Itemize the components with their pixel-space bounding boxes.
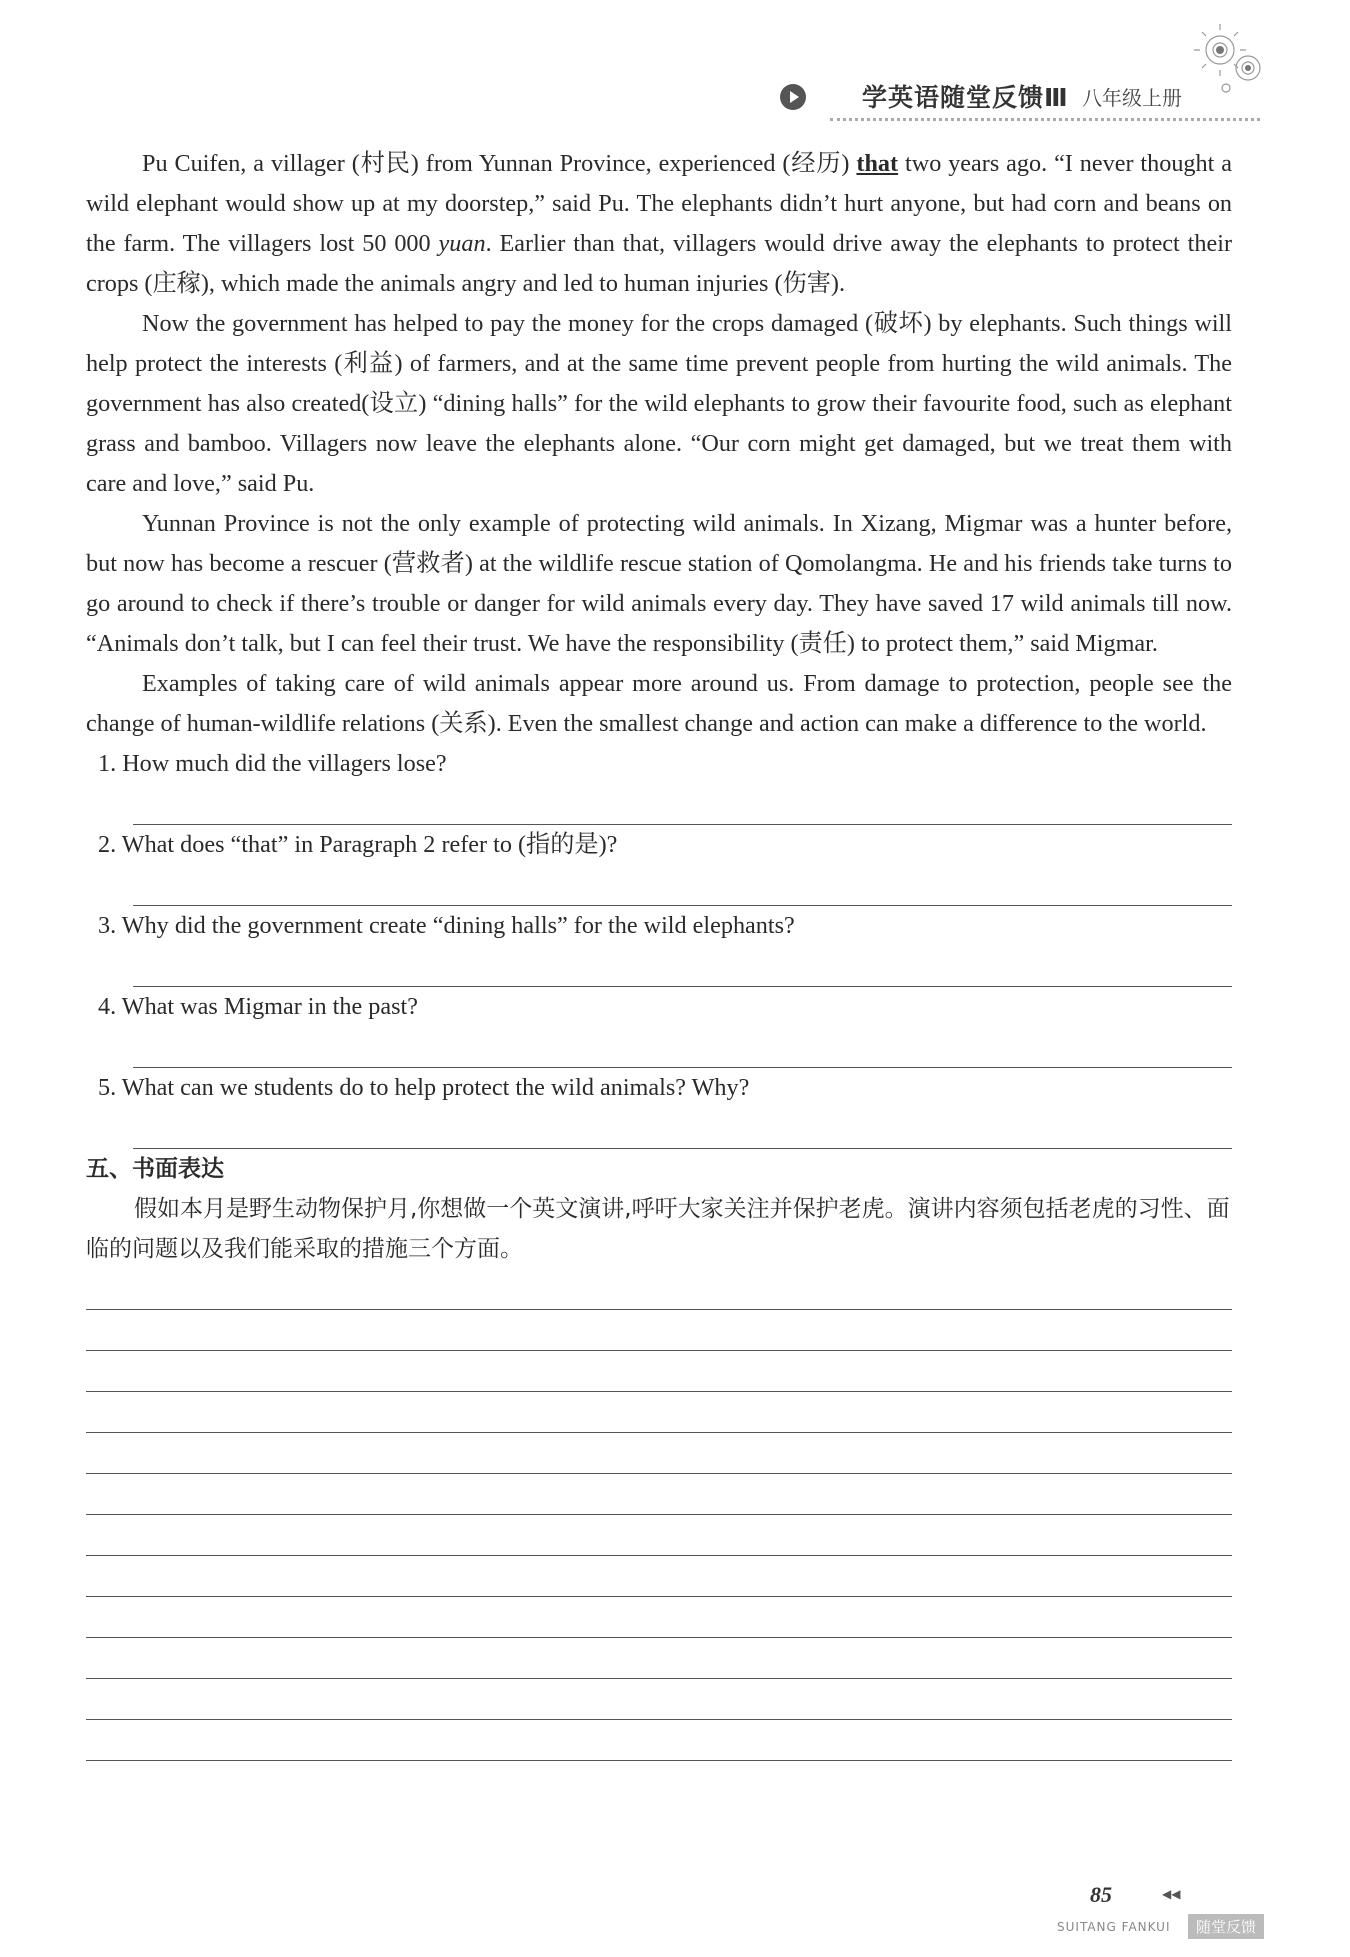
writing-section-title: 五、书面表达 [86,1156,224,1182]
writing-line[interactable] [86,1515,1232,1556]
page-content [86,144,1232,1761]
paragraph-text: two years ago. “I never thought a wild elephant would show up at my doorstep,” said Pu. The elephants didn’t hurt anyone, but had corn and beans on the farm. The villagers lost 50 000 [86,150,1232,257]
writing-instruction: 假如本月是野生动物保护月,你想做一个英文演讲,呼吁大家关注并保护老虎。演讲内容须包括老虎的习性、面临的问题以及我们能采取的措施三个方面。 [86,1196,1230,1262]
question-1: 1. How much did the villagers lose? [98,750,447,777]
page-number: 85 [1090,1882,1112,1907]
header-dotted-rule [830,118,1260,121]
question-list [86,744,1232,1149]
answer-line-5[interactable] [133,1108,1232,1149]
page-header [770,72,1260,112]
answer-line-3[interactable] [133,946,1232,987]
header-title: 学英语随堂反馈Ⅲ [862,83,1069,112]
underlined-word: that [856,150,899,177]
question-3: 3. Why did the government create “dining halls” for the wild elephants? [98,912,795,939]
paragraph-text: Pu Cuifen, a villager (村民) from Yunnan Province, experienced (经历) [142,150,857,177]
writing-line[interactable] [86,1638,1232,1679]
footer-brand: SUITANG FANKUI [1057,1920,1171,1934]
double-arrow-left-icon: ◀◀ [1162,1887,1181,1901]
flower-decoration-icon [1190,20,1280,110]
writing-line[interactable] [86,1474,1232,1515]
footer-tag: 随堂反馈 [1188,1914,1264,1939]
passage-paragraph-4: Examples of taking care of wild animals appear more around us. From damage to protection, people see the change of human-wildlife relations (关系). Even the smallest change and action can make a difference to the world. [86,670,1232,737]
answer-line-4[interactable] [133,1027,1232,1068]
writing-line[interactable] [86,1679,1232,1720]
writing-line[interactable] [86,1269,1232,1310]
answer-line-2[interactable] [133,865,1232,906]
play-icon [780,84,806,110]
writing-line[interactable] [86,1392,1232,1433]
italic-word: yuan [438,230,486,257]
question-4: 4. What was Migmar in the past? [98,993,418,1020]
header-subtitle: 八年级上册 [1082,86,1182,110]
writing-line[interactable] [86,1556,1232,1597]
paragraph-text: . Earlier than that, villagers would drive away the elephants to protect their crops (庄稼), which made the animals angry and led to human injuries (伤害). [86,230,1233,297]
answer-line-1[interactable] [133,784,1232,825]
writing-line[interactable] [86,1720,1232,1761]
writing-line[interactable] [86,1597,1232,1638]
question-5: 5. What can we students do to help protect the wild animals? Why? [98,1074,750,1101]
passage-paragraph-3: Yunnan Province is not the only example of protecting wild animals. In Xizang, Migmar was a hunter before, but now has become a rescuer (营救者) at the wildlife rescue station of Qomolangma. He and his friends take turns to go around to check if there’s trouble or danger for wild animals every day. They have saved 17 wild animals till now. “Animals don’t talk, but I can feel their trust. We have the responsibility (责任) to protect them,” said Migmar. [86,510,1232,657]
passage-paragraph-1 [86,144,1232,304]
passage-paragraph-2: Now the government has helped to pay the money for the crops damaged (破坏) by elephants. Such things will help protect the interests (利益) of farmers, and at the same time prevent people from hurting the wild animals. The government has also created(设立) “dining halls” for the wild elephants to grow their favourite food, such as elephant grass and bamboo. Villagers now leave the elephants alone. “Our corn might get damaged, but we treat them with care and love,” said Pu. [86,310,1232,497]
writing-line[interactable] [86,1351,1232,1392]
writing-area[interactable] [86,1269,1232,1761]
question-2: 2. What does “that” in Paragraph 2 refer to (指的是)? [98,831,618,858]
writing-line[interactable] [86,1310,1232,1351]
writing-line[interactable] [86,1433,1232,1474]
